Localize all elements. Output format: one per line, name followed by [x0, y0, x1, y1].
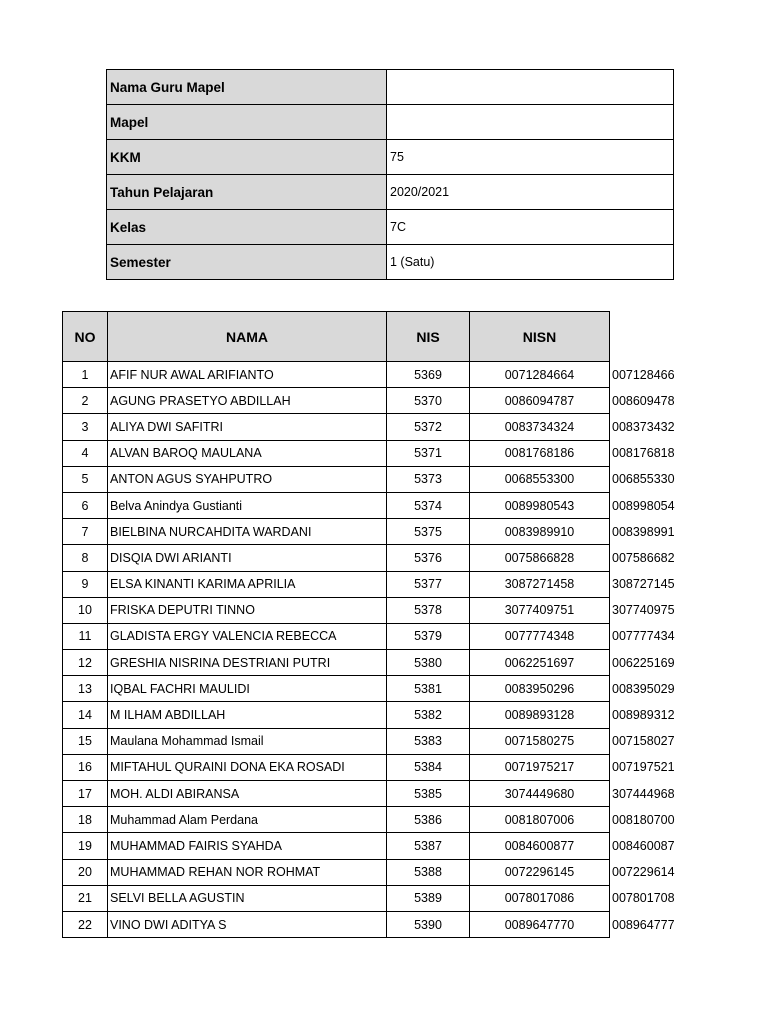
cell-no[interactable]: 18 — [63, 807, 108, 833]
table-row — [63, 754, 678, 780]
info-row — [107, 175, 674, 210]
cell-no[interactable]: 7 — [63, 519, 108, 545]
student-table — [62, 311, 678, 938]
info-label: Kelas — [107, 210, 387, 245]
cell-nis[interactable]: 5387 — [387, 833, 470, 859]
cell-nisn-overflow[interactable]: 008998054 — [612, 498, 675, 513]
table-row — [63, 519, 678, 545]
cell-nisn-overflow[interactable]: 007586682 — [612, 550, 675, 565]
cell-no[interactable]: 3 — [63, 414, 108, 440]
cell-no[interactable]: 21 — [63, 885, 108, 911]
info-row — [107, 210, 674, 245]
info-value[interactable] — [387, 70, 674, 105]
table-row — [63, 911, 678, 937]
table-row — [63, 388, 678, 414]
cell-nisn[interactable]: 0084600877 — [470, 833, 610, 859]
header-no: NO — [63, 312, 108, 362]
header-nis: NIS — [387, 312, 470, 362]
cell-nis[interactable]: 5378 — [387, 597, 470, 623]
info-value[interactable]: 2020/2021 — [387, 175, 674, 210]
cell-nisn[interactable]: 0077774348 — [470, 623, 610, 649]
cell-nisn[interactable]: 0083989910 — [470, 519, 610, 545]
cell-nama[interactable]: AGUNG PRASETYO ABDILLAH — [108, 388, 387, 414]
info-value[interactable]: 1 (Satu) — [387, 245, 674, 280]
cell-no[interactable]: 12 — [63, 650, 108, 676]
cell-no[interactable]: 4 — [63, 440, 108, 466]
cell-no[interactable]: 5 — [63, 466, 108, 492]
cell-nama[interactable]: M ILHAM ABDILLAH — [108, 702, 387, 728]
info-label: Mapel — [107, 105, 387, 140]
cell-nama[interactable]: VINO DWI ADITYA S — [108, 911, 387, 937]
cell-nisn-overflow[interactable]: 007229614 — [612, 865, 675, 880]
cell-nisn[interactable]: 3087271458 — [470, 571, 610, 597]
info-label: KKM — [107, 140, 387, 175]
cell-nisn[interactable]: 3077409751 — [470, 597, 610, 623]
cell-nama[interactable]: MUHAMMAD FAIRIS SYAHDA — [108, 833, 387, 859]
cell-nis[interactable]: 5381 — [387, 676, 470, 702]
cell-nama[interactable]: MOH. ALDI ABIRANSA — [108, 781, 387, 807]
table-row — [63, 676, 678, 702]
cell-nisn[interactable]: 0083950296 — [470, 676, 610, 702]
cell-nisn-overflow[interactable]: 008180700 — [612, 812, 675, 827]
info-row — [107, 140, 674, 175]
cell-nisn-overflow[interactable]: 008176818 — [612, 446, 675, 461]
cell-nis[interactable]: 5373 — [387, 466, 470, 492]
cell-nama[interactable]: GLADISTA ERGY VALENCIA REBECCA — [108, 623, 387, 649]
cell-nis[interactable]: 5385 — [387, 781, 470, 807]
cell-nis[interactable]: 5374 — [387, 492, 470, 518]
cell-nisn[interactable]: 0083734324 — [470, 414, 610, 440]
cell-nama[interactable]: MIFTAHUL QURAINI DONA EKA ROSADI — [108, 754, 387, 780]
cell-nis[interactable]: 5390 — [387, 911, 470, 937]
cell-nis[interactable]: 5369 — [387, 362, 470, 388]
cell-no[interactable]: 9 — [63, 571, 108, 597]
header-row — [63, 312, 678, 362]
table-row — [63, 362, 678, 388]
table-row — [63, 545, 678, 571]
cell-no[interactable]: 13 — [63, 676, 108, 702]
cell-nama[interactable]: SELVI BELLA AGUSTIN — [108, 885, 387, 911]
cell-nisn-overflow[interactable]: 007158027 — [612, 734, 675, 749]
cell-nisn[interactable]: 0071284664 — [470, 362, 610, 388]
cell-no[interactable]: 14 — [63, 702, 108, 728]
cell-nis[interactable]: 5383 — [387, 728, 470, 754]
cell-no[interactable]: 6 — [63, 492, 108, 518]
cell-nisn[interactable]: 0081768186 — [470, 440, 610, 466]
info-value[interactable]: 7C — [387, 210, 674, 245]
cell-nisn-overflow[interactable]: 008964777 — [612, 917, 675, 932]
cell-no[interactable]: 17 — [63, 781, 108, 807]
info-row — [107, 105, 674, 140]
student-table-header — [63, 312, 678, 362]
cell-nis[interactable]: 5380 — [387, 650, 470, 676]
cell-nisn-overflow[interactable]: 008398991 — [612, 524, 675, 539]
table-row — [63, 650, 678, 676]
cell-nisn-overflow[interactable]: 008460087 — [612, 838, 675, 853]
cell-nis[interactable]: 5371 — [387, 440, 470, 466]
cell-nisn-overflow[interactable]: 008609478 — [612, 393, 675, 408]
info-value[interactable] — [387, 105, 674, 140]
table-row — [63, 781, 678, 807]
cell-nis[interactable]: 5375 — [387, 519, 470, 545]
cell-nis[interactable]: 5389 — [387, 885, 470, 911]
table-row — [63, 859, 678, 885]
cell-nama[interactable]: FRISKA DEPUTRI TINNO — [108, 597, 387, 623]
cell-nama[interactable]: AFIF NUR AWAL ARIFIANTO — [108, 362, 387, 388]
table-row — [63, 414, 678, 440]
cell-nama[interactable]: GRESHIA NISRINA DESTRIANI PUTRI — [108, 650, 387, 676]
cell-no[interactable]: 1 — [63, 362, 108, 388]
cell-nisn-overflow[interactable]: 007801708 — [612, 891, 675, 906]
cell-no[interactable]: 16 — [63, 754, 108, 780]
cell-nisn-overflow[interactable]: 307444968 — [612, 786, 675, 801]
table-row — [63, 466, 678, 492]
cell-nisn-overflow[interactable]: 007128466 — [612, 367, 675, 382]
cell-nama[interactable]: DISQIA DWI ARIANTI — [108, 545, 387, 571]
cell-no[interactable]: 19 — [63, 833, 108, 859]
student-table-body — [63, 362, 678, 938]
cell-nisn-overflow[interactable]: 008989312 — [612, 708, 675, 723]
table-row — [63, 833, 678, 859]
table-row — [63, 492, 678, 518]
cell-nama[interactable]: Muhammad Alam Perdana — [108, 807, 387, 833]
header-nama: NAMA — [108, 312, 387, 362]
class-info-table — [106, 69, 674, 280]
cell-nisn[interactable]: 0089647770 — [470, 911, 610, 937]
cell-nisn-overflow[interactable]: 307740975 — [612, 603, 675, 618]
header-nisn: NISN — [470, 312, 610, 362]
cell-nama[interactable]: Maulana Mohammad Ismail — [108, 728, 387, 754]
cell-nama[interactable]: BIELBINA NURCAHDITA WARDANI — [108, 519, 387, 545]
cell-no[interactable]: 8 — [63, 545, 108, 571]
cell-nisn[interactable]: 0075866828 — [470, 545, 610, 571]
cell-nisn-overflow[interactable]: 008373432 — [612, 419, 675, 434]
cell-nama[interactable]: ALVAN BAROQ MAULANA — [108, 440, 387, 466]
cell-no[interactable]: 22 — [63, 911, 108, 937]
info-label: Semester — [107, 245, 387, 280]
cell-nama[interactable]: ELSA KINANTI KARIMA APRILIA — [108, 571, 387, 597]
cell-nis[interactable]: 5382 — [387, 702, 470, 728]
cell-nis[interactable]: 5377 — [387, 571, 470, 597]
info-row — [107, 245, 674, 280]
cell-nisn-overflow[interactable]: 007197521 — [612, 760, 675, 775]
cell-nama[interactable]: ANTON AGUS SYAHPUTRO — [108, 466, 387, 492]
cell-nisn[interactable]: 3074449680 — [470, 781, 610, 807]
cell-nama[interactable]: MUHAMMAD REHAN NOR ROHMAT — [108, 859, 387, 885]
cell-nama[interactable]: IQBAL FACHRI MAULIDI — [108, 676, 387, 702]
info-value[interactable]: 75 — [387, 140, 674, 175]
cell-nama[interactable]: ALIYA DWI SAFITRI — [108, 414, 387, 440]
cell-nis[interactable]: 5376 — [387, 545, 470, 571]
cell-no[interactable]: 20 — [63, 859, 108, 885]
cell-no[interactable]: 2 — [63, 388, 108, 414]
cell-nisn-overflow[interactable]: 008395029 — [612, 681, 675, 696]
cell-nis[interactable]: 5384 — [387, 754, 470, 780]
cell-nis[interactable]: 5379 — [387, 623, 470, 649]
info-label: Tahun Pelajaran — [107, 175, 387, 210]
class-info-body — [107, 70, 674, 280]
table-row — [63, 571, 678, 597]
cell-nisn[interactable]: 0071975217 — [470, 754, 610, 780]
cell-no[interactable]: 11 — [63, 623, 108, 649]
cell-nisn[interactable]: 0078017086 — [470, 885, 610, 911]
table-row — [63, 597, 678, 623]
cell-nisn-overflow[interactable]: 006855330 — [612, 472, 675, 487]
cell-nis[interactable]: 5386 — [387, 807, 470, 833]
cell-no[interactable]: 15 — [63, 728, 108, 754]
cell-nisn[interactable]: 0062251697 — [470, 650, 610, 676]
cell-nisn[interactable]: 0086094787 — [470, 388, 610, 414]
cell-nisn[interactable]: 0081807006 — [470, 807, 610, 833]
cell-nisn[interactable]: 0072296145 — [470, 859, 610, 885]
table-row — [63, 807, 678, 833]
table-row — [63, 702, 678, 728]
cell-nisn[interactable]: 0089893128 — [470, 702, 610, 728]
cell-nis[interactable]: 5388 — [387, 859, 470, 885]
cell-nisn[interactable]: 0071580275 — [470, 728, 610, 754]
cell-nisn-overflow[interactable]: 308727145 — [612, 577, 675, 592]
table-row — [63, 885, 678, 911]
cell-nis[interactable]: 5370 — [387, 388, 470, 414]
table-row — [63, 728, 678, 754]
cell-nisn[interactable]: 0068553300 — [470, 466, 610, 492]
info-row — [107, 70, 674, 105]
cell-nama[interactable]: Belva Anindya Gustianti — [108, 492, 387, 518]
cell-nisn-overflow[interactable]: 007777434 — [612, 629, 675, 644]
cell-nisn-overflow[interactable]: 006225169 — [612, 655, 675, 670]
info-label: Nama Guru Mapel — [107, 70, 387, 105]
header-blank — [610, 312, 678, 362]
cell-no[interactable]: 10 — [63, 597, 108, 623]
cell-nis[interactable]: 5372 — [387, 414, 470, 440]
cell-nisn[interactable]: 0089980543 — [470, 492, 610, 518]
table-row — [63, 440, 678, 466]
table-row — [63, 623, 678, 649]
